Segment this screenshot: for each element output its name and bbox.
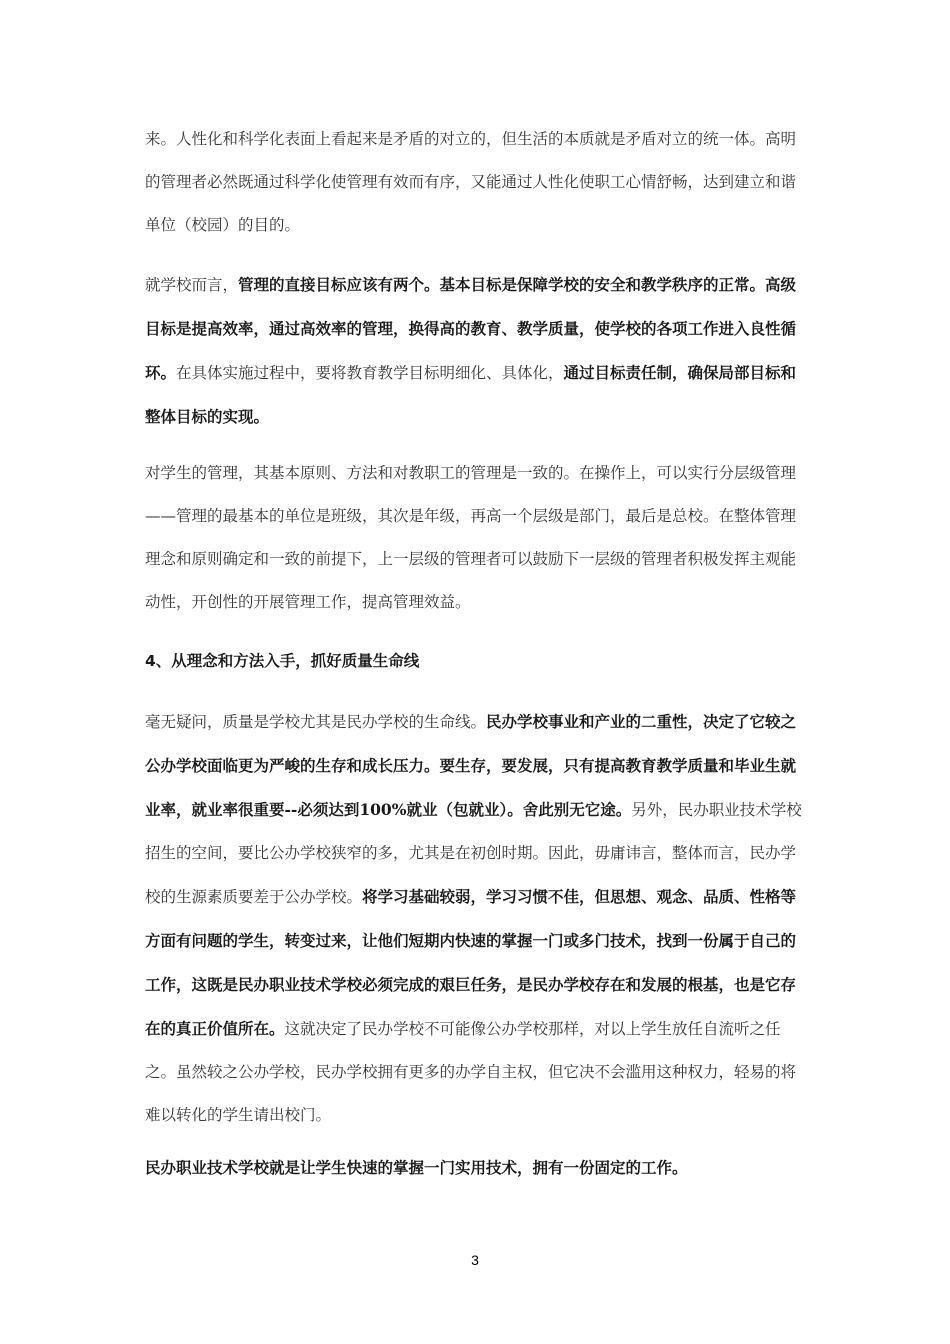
paragraph-5-run-1: 民办职业技术学校就是让学生快速的掌握一门实用技术，拥有一份固定的工作。 [145, 1158, 688, 1177]
paragraph-4-run-4: 将学习基础较弱，学习习惯不佳，但思想、观念、品质、性格等方面有问题的学生，转变过来，让他们短期内快速的掌握一门或多门技术，找到一份属于自己的工作，这既是民办职业技术学校必须完成的艰巨任务，是民办学校存在和发展的根基，也是它存在的真正价值所在。 [145, 887, 797, 1038]
paragraph-4-run-2: 民办学校事业和产业的二重性，决定了它较之公办学校面临更为严峻的生存和成长压力。要生存，要发展，只有提高教育教学质量和毕业生就业率，就业率很重要--必须达到100%就业（包就业）。舍此别无它途。 [145, 712, 797, 819]
page-number: 3 [471, 1252, 479, 1268]
section-heading-text: 4、从理念和方法入手，抓好质量生命线 [145, 652, 420, 670]
paragraph-4-run-5: 这就决定了民办学校不可能像公办学校那样，对以上学生放任自流听之任之。虽然较之公办学校，民办学校拥有更多的办学自主权，但它决不会滥用这种权力，轻易的将难以转化的学生请出校门。 [145, 1020, 797, 1124]
paragraph-4-run-3: 另外，民办职业技术学校招生的空间，要比公办学校狭窄的多，尤其是在初创时期。因此，毋庸讳言，整体而言，民办学校的生源素质要差于公办学校。 [145, 801, 802, 906]
paragraph-1-run-1: 来。人性化和科学化表面上看起来是矛盾的对立的，但生活的本质就是矛盾对立的统一体。高明的管理者必然既通过科学化使管理有效而有序，又能通过人性化使职工心情舒畅，达到建立和谐单位（校园）的目的。 [145, 130, 797, 234]
paragraph-2-run-1: 就学校而言， [145, 276, 239, 294]
paragraph-2 [145, 263, 810, 439]
section-heading [145, 640, 810, 683]
paragraph-5 [145, 1146, 810, 1190]
paragraph-2-run-2: 管理的直接目标应该有两个。基本目标是保障学校的安全和教学秩序的正常。高级目标是提高效率，通过高效率的管理，换得高的教育、教学质量，使学校的各项工作进入良性循环。 [145, 275, 797, 382]
paragraph-2-run-3: 在具体实施过程中，要将教育教学目标明细化、具体化， [176, 364, 564, 382]
paragraph-2-run-4: 通过目标责任制，确保局部目标和整体目标的实现。 [145, 363, 797, 426]
paragraph-1 [145, 118, 810, 247]
paragraph-3-run-1: 对学生的管理，其基本原则、方法和对教职工的管理是一致的。在操作上，可以实行分层级管理——管理的最基本的单位是班级，其次是年级，再高一个层级是部门，最后是总校。在整体管理理念和原则确定和一致的前提下，上一层级的管理者可以鼓励下一层级的管理者积极发挥主观能动性，开创性的开展管理工作，提高管理效益。 [145, 464, 797, 611]
paragraph-3 [145, 452, 810, 624]
paragraph-4 [145, 700, 810, 1137]
paragraph-4-run-1: 毫无疑问，质量是学校尤其是民办学校的生命线。 [145, 713, 487, 731]
